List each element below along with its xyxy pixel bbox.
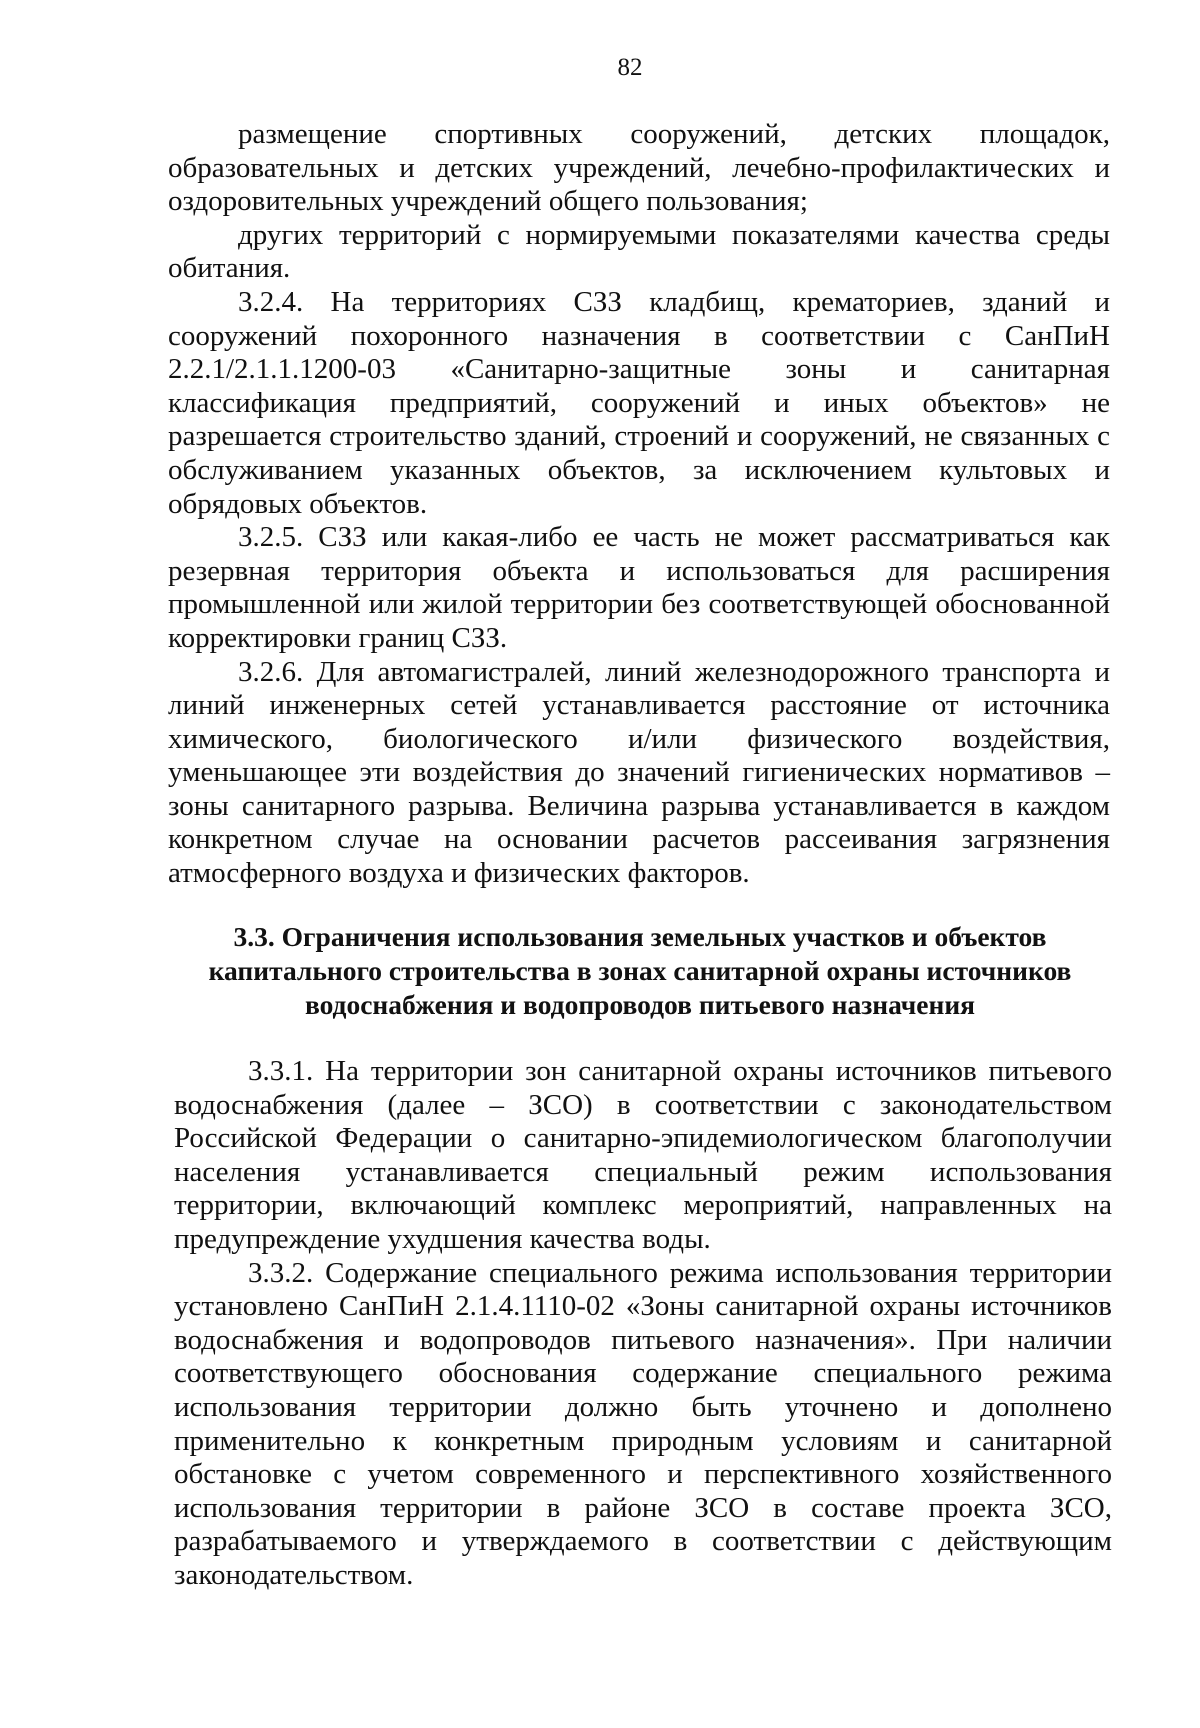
paragraph-3-3-1: 3.3.1. На территории зон санитарной охраны источников питьевого водоснабжения (далее – ЗСО) в соответствии с законодательством Российской Федерации о санитарно-эпидемиологическом благополучии населения устанавливается специальный режим использования территории, включающий комплекс мероприятий, направленных на предупреждение ухудшения качества воды. [174,1055,1112,1255]
section-3-3-text [174,1055,1112,1593]
paragraph-continuation-2: других территорий с нормируемыми показателями качества среды обитания. [168,218,1110,285]
paragraph-3-2-6: 3.2.6. Для автомагистралей, линий железнодорожного транспорта и линий инженерных сетей устанавливается расстояние от источника химического, биологического и/или физического воздействия, уменьшающее эти воздействия до значений гигиенических нормативов – зоны санитарного разрыва. Величина разрыва устанавливается в каждом конкретном случае на основании расчетов рассеивания загрязнения атмосферного воздуха и физических факторов. [168,655,1110,890]
section-3-2-text [168,118,1110,891]
page-number: 82 [617,54,643,81]
paragraph-3-3-2: 3.3.2. Содержание специального режима использования территории установлено СанПиН 2.1.4.1110-02 «Зоны санитарной охраны источников водоснабжения и водопроводов питьевого назначения». При наличии соответствующего обоснования содержание специального режима использования территории должно быть уточнено и дополнено применительно к конкретным природным условиям и санитарной обстановке с учетом современного и перспективного хозяйственного использования территории в районе ЗСО в составе проекта ЗСО, разрабатываемого и утверждаемого в соответствии с действующим законодательством. [174,1256,1112,1591]
paragraph-3-2-5: 3.2.5. СЗЗ или какая-либо ее часть не может рассматриваться как резервная территория объекта и использоваться для расширения промышленной или жилой территории без соответствующей обоснованной корректировки границ СЗЗ. [168,521,1110,654]
paragraph-3-2-4: 3.2.4. На территориях СЗЗ кладбищ, крематориев, зданий и сооружений похоронного назначения в соответствии с СанПиН 2.2.1/2.1.1.1200-03 «Санитарно-защитные зоны и санитарная классификация предприятий, сооружений и иных объектов» не разрешается строительство зданий, строений и сооружений, не связанных с обслуживанием указанных объектов, за исключением культовых и обрядовых объектов. [168,285,1110,520]
section-3-3-heading: 3.3. Ограничения использования земельных участков и объектов капитального строительства в зонах санитарной охраны источников водоснабжения и водопроводов питьевого назначения [208,921,1072,1020]
paragraph-continuation-1: размещение спортивных сооружений, детских площадок, образовательных и детских учреждений, лечебно-профилактических и оздоровительных учреждений общего пользования; [168,118,1110,218]
